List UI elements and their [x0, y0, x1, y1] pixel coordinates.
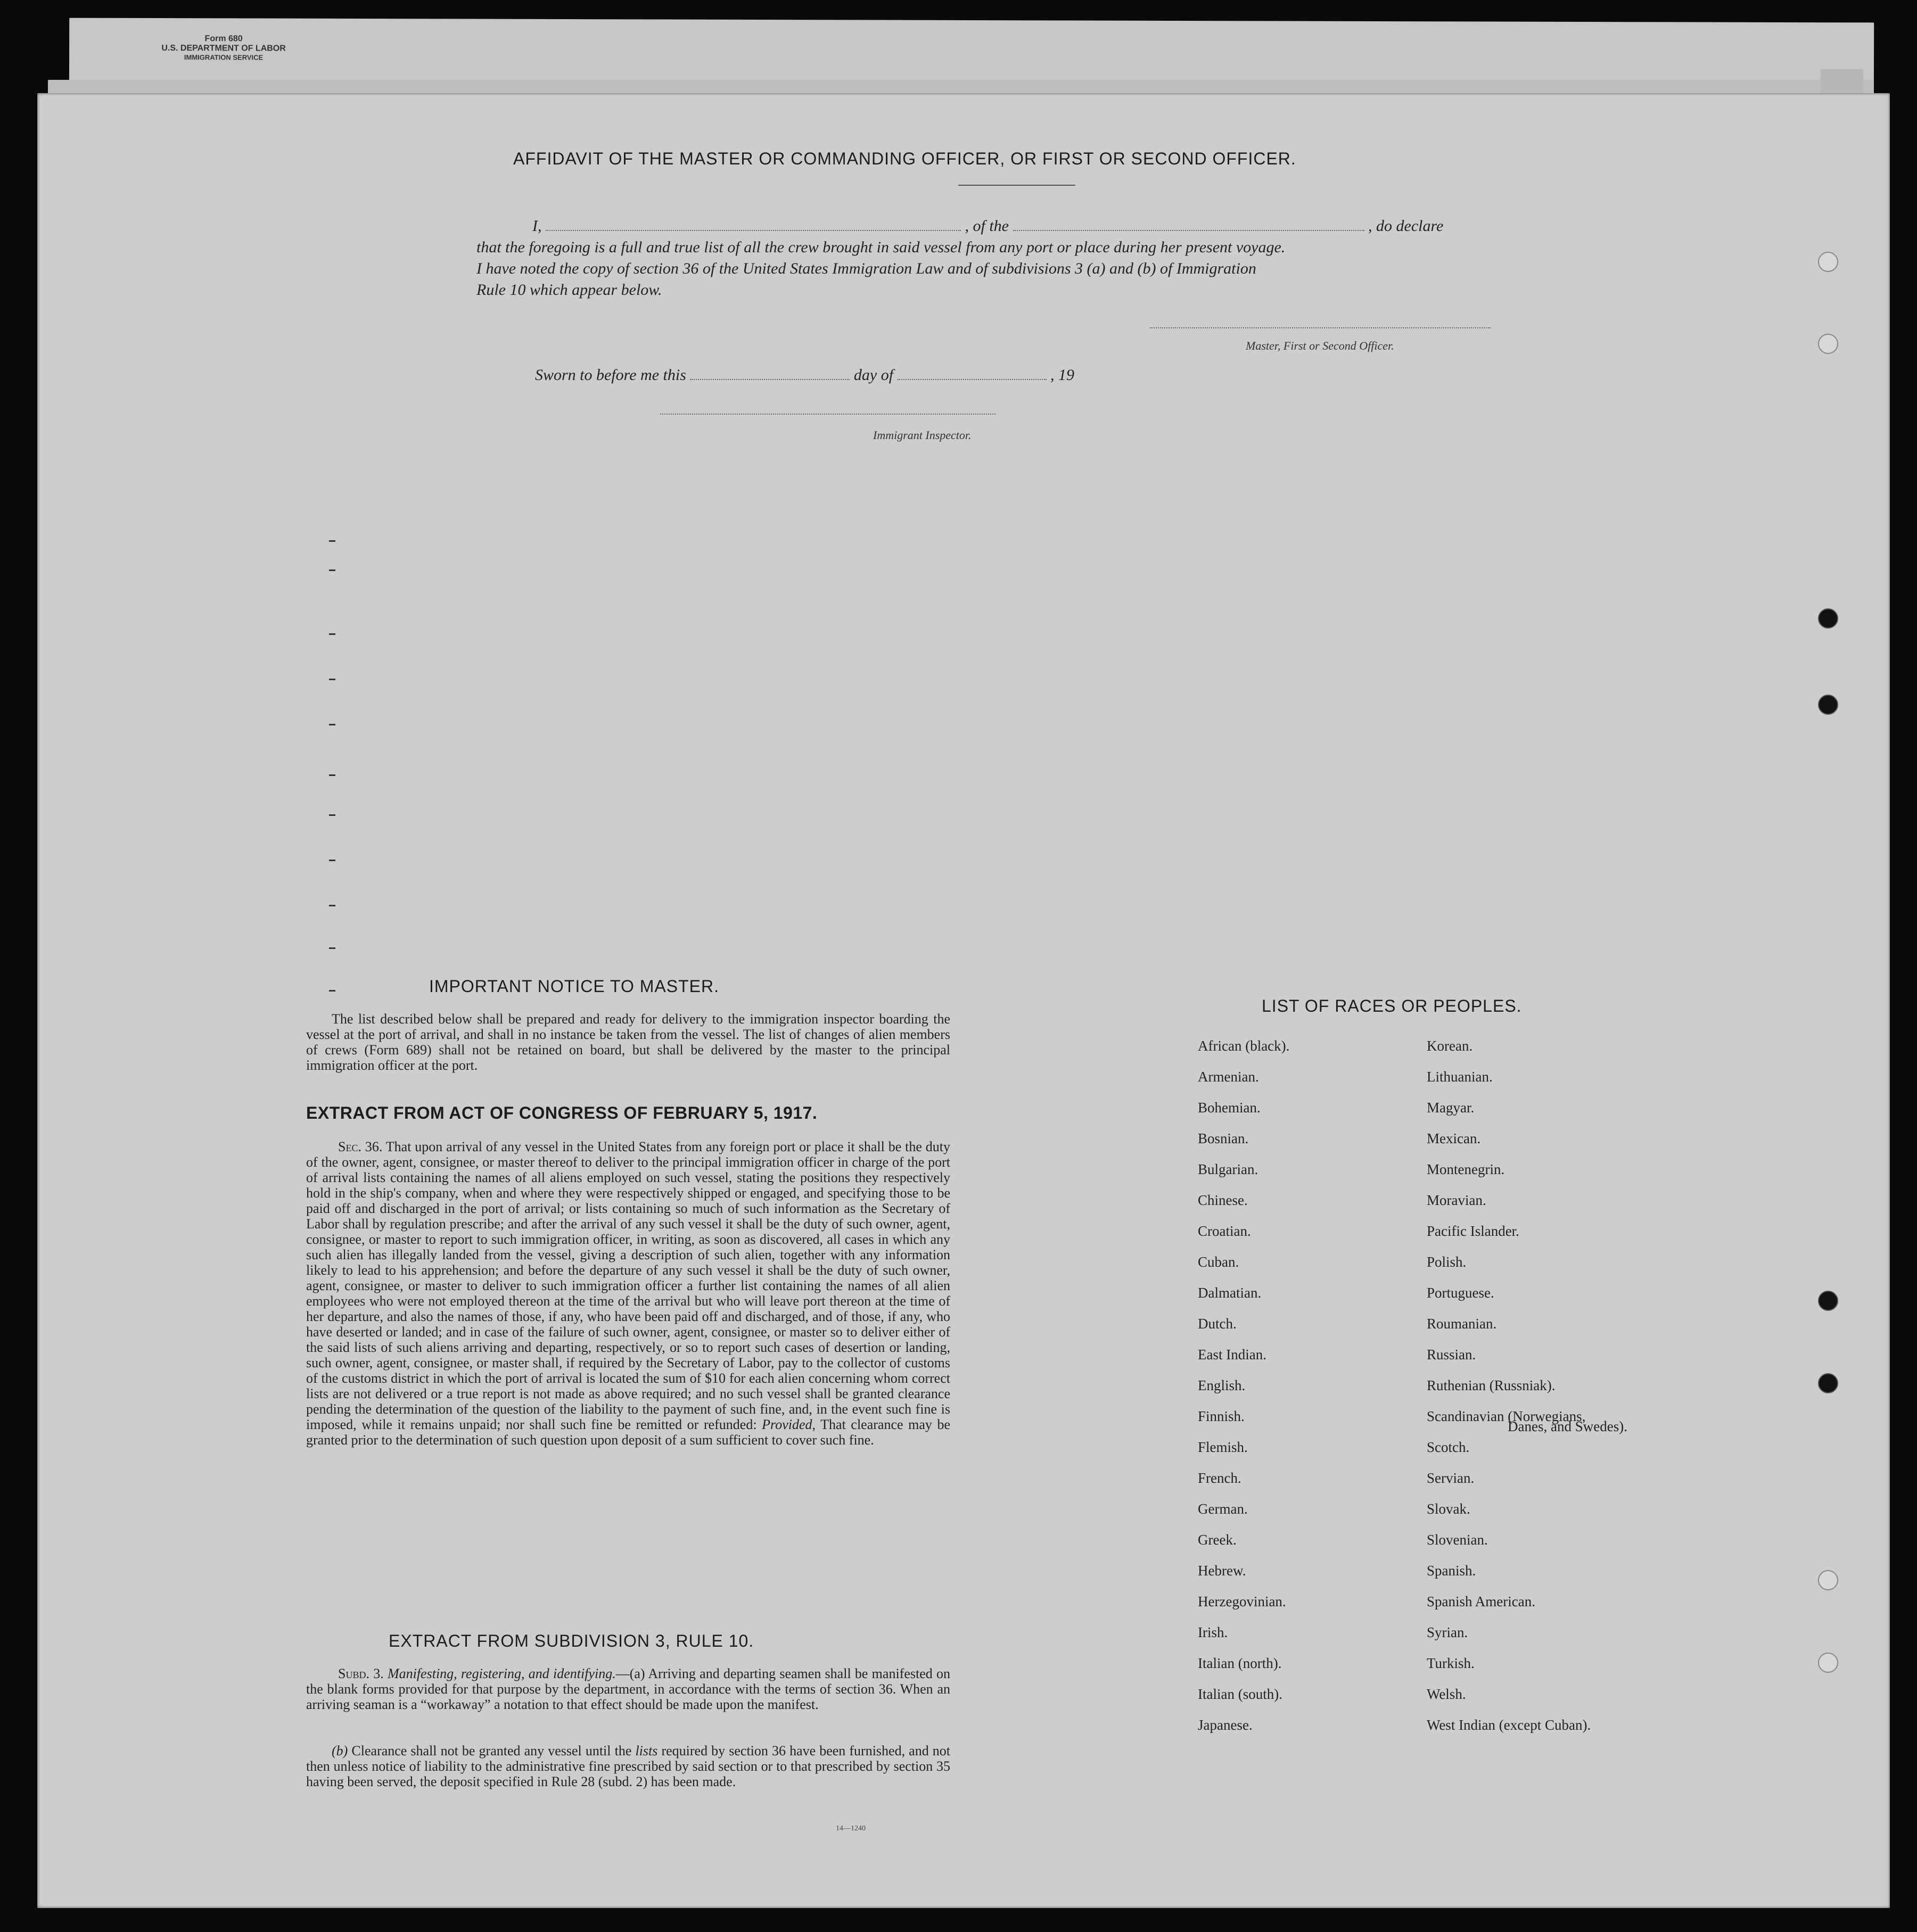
race-item: Herzegovinian. — [1198, 1594, 1286, 1609]
affidavit-line-2: that the foregoing is a full and true list of all the crew brought in said vessel from any port or place during her present voyage. — [476, 238, 1286, 256]
race-item: African (black). — [1198, 1038, 1290, 1054]
race-item: Armenian. — [1198, 1069, 1259, 1085]
day-blank[interactable] — [690, 366, 850, 380]
binder-hole — [1818, 695, 1838, 715]
race-item: Slovak. — [1427, 1501, 1470, 1517]
para-b-label: (b) — [332, 1743, 348, 1758]
form-department: U.S. DEPARTMENT OF LABOR — [161, 44, 286, 53]
race-item: Mexican. — [1427, 1130, 1481, 1146]
race-item: Portuguese. — [1427, 1285, 1494, 1301]
master-signature-label: Master, First or Second Officer. — [1246, 339, 1394, 352]
margin-mark — [329, 633, 335, 635]
para-b-lists: lists — [635, 1743, 658, 1758]
affidavit-title: AFFIDAVIT OF THE MASTER OR COMMANDING OFFICER, OR FIRST OR SECOND OFFICER. — [513, 149, 1296, 168]
sworn-day-of: day of — [853, 366, 894, 384]
sworn-line — [535, 365, 1074, 386]
margin-mark — [329, 774, 335, 776]
race-item: Bohemian. — [1198, 1100, 1261, 1116]
race-item: Dutch. — [1198, 1316, 1237, 1332]
margin-mark — [329, 540, 335, 542]
form-header — [144, 34, 303, 62]
form-service: IMMIGRATION SERVICE — [184, 53, 264, 62]
section-36-text: That upon arrival of any vessel in the United States from any foreign port or place it shall be the duty of the owner, agent, consignee, or master thereof to deliver to the principal immigration officer in charge of the port of arrival lists containing the names of all aliens employed on such vessel, stating the positions they respectively hold in the ship's company, when and where they were respectively shipped or engaged, and specifying those to be paid off and discharged in the port of arrival; or lists containing so much of such information as the Secretary of Labor shall by regulation prescribe; and after the arrival of any such vessel it shall be the duty of such owner, agent, consignee, or master to report to such immigration officer, in writing, as soon as discovered, all cases in which any such alien has illegally landed from the vessel, giving a description of such alien, together with any information likely to lead to his apprehension; and before the departure of any such vessel it shall be the duty of such owner, agent, consignee, or master to deliver to such immigration officer a further list containing the names of all alien employees who were not employed thereon at the time of the arrival but who will leave port thereon at the time of her departure, and also the names of those, if any, who have been paid off and discharged, and of those, if any, who have deserted or landed; and in case of the failure of such owner, agent, consignee, or master so to deliver either of the said lists of such aliens arriving and departing, respectively, or so to report such cases of desertion or landing, such owner, agent, consignee, or master shall, if required by the Secretary of Labor, pay to the collector of customs of the customs district in which the port of arrival is located the sum of $10 for each alien concerning whom correct lists are not delivered or a true report is not made as above required; and no such vessel shall be granted clearance pending the determination of the question of the liability to the payment of such fine, and, in the event such fine is imposed, while it remains unpaid; nor shall such fine be remitted or refunded: — [306, 1139, 951, 1432]
race-item: Ruthenian (Russniak). — [1427, 1377, 1556, 1393]
race-item: French. — [1198, 1470, 1241, 1486]
print-code: 14—1240 — [836, 1824, 866, 1832]
race-item: Bosnian. — [1198, 1130, 1249, 1146]
race-item: Syrian. — [1427, 1624, 1468, 1640]
notice-text: The list described below shall be prepared and ready for delivery to the immigration inspector boarding the vessel at the port of arrival, and shall in no instance be taken from the vessel. The list of changes of alien members of crews (Form 689) shall not be retained on board, but shall be delivered by the master to the principal immigration officer at the port. — [306, 1011, 950, 1073]
bleed-through — [346, 157, 352, 184]
race-item: Polish. — [1427, 1254, 1467, 1270]
sworn-prefix: Sworn to before me this — [535, 366, 686, 384]
subd-label: Subd. 3. — [338, 1666, 384, 1681]
race-item: Russian. — [1427, 1347, 1476, 1363]
margin-mark — [329, 814, 335, 816]
race-item: Welsh. — [1427, 1686, 1466, 1702]
binder-hole — [1818, 1653, 1838, 1673]
race-item: Bulgarian. — [1198, 1161, 1258, 1177]
race-item: Japanese. — [1198, 1717, 1253, 1733]
inspector-signature-line[interactable] — [660, 414, 995, 415]
race-item: English. — [1198, 1377, 1246, 1393]
race-item: East Indian. — [1198, 1347, 1266, 1363]
race-item: Greek. — [1198, 1532, 1237, 1548]
margin-mark — [329, 679, 335, 680]
notice-title: IMPORTANT NOTICE TO MASTER. — [429, 977, 719, 996]
binder-hole — [1818, 608, 1838, 629]
race-item: Turkish. — [1427, 1655, 1475, 1671]
subd-heading: Manifesting, registering, and identifying. — [387, 1666, 616, 1681]
act-extract-title: EXTRACT FROM ACT OF CONGRESS OF FEBRUARY 5, 1917. — [306, 1103, 818, 1122]
race-item: German. — [1198, 1501, 1248, 1517]
section-label: Sec. 36. — [338, 1139, 383, 1154]
race-item: Moravian. — [1427, 1192, 1486, 1208]
title-rule — [958, 185, 1075, 186]
race-item: Flemish. — [1198, 1439, 1248, 1455]
rule-extract-para-a — [306, 1666, 950, 1712]
race-item: Spanish American. — [1427, 1594, 1535, 1609]
master-signature-line[interactable] — [1150, 327, 1491, 328]
race-item: West Indian (except Cuban). — [1427, 1717, 1591, 1733]
race-item: Chinese. — [1198, 1192, 1248, 1208]
affidavit-line-4: Rule 10 which appear below. — [476, 281, 662, 299]
vessel-blank[interactable] — [1013, 217, 1364, 231]
race-item: Italian (south). — [1198, 1686, 1282, 1702]
document-page — [37, 93, 1890, 1908]
affidavit-i: I, — [532, 217, 542, 235]
race-item: Lithuanian. — [1427, 1069, 1493, 1085]
race-item: Magyar. — [1427, 1100, 1475, 1116]
name-blank[interactable] — [546, 217, 961, 231]
race-item: Croatian. — [1198, 1223, 1251, 1239]
race-item: Spanish. — [1427, 1563, 1476, 1579]
margin-mark — [329, 860, 335, 861]
race-item: Korean. — [1427, 1038, 1473, 1054]
race-item: Pacific Islander. — [1427, 1223, 1519, 1239]
affidavit-line-3: I have noted the copy of section 36 of the United States Immigration Law and of subdivisions 3 (a) and (b) of Immigration — [476, 260, 1256, 277]
race-item: Finnish. — [1198, 1408, 1245, 1424]
inspector-label: Immigrant Inspector. — [873, 428, 972, 442]
form-number: Form 680 — [204, 34, 243, 44]
race-item: Italian (north). — [1198, 1655, 1282, 1671]
affidavit-line-1 — [532, 216, 1443, 237]
rule-extract-para-b — [306, 1743, 950, 1789]
month-blank[interactable] — [898, 366, 1047, 380]
binder-hole — [1818, 1570, 1838, 1590]
race-item: Cuban. — [1198, 1254, 1239, 1270]
binder-hole — [1818, 252, 1838, 272]
race-item: Hebrew. — [1198, 1563, 1246, 1579]
affidavit-of-the: , of the — [965, 217, 1009, 235]
para-b-text-1: Clearance shall not be granted any vessel until the — [351, 1743, 632, 1758]
race-item: Servian. — [1427, 1470, 1475, 1486]
affidavit-declare: , do declare — [1368, 217, 1444, 235]
proviso-text: That clearance may be granted prior to the determination of such question upon deposit of a sum sufficient to cover such fine. — [306, 1417, 951, 1448]
race-item: Scandinavian (Norwegians, — [1427, 1408, 1586, 1424]
binder-hole — [1818, 334, 1838, 354]
proviso-word: Provided, — [762, 1417, 816, 1432]
margin-mark — [329, 947, 335, 949]
race-item: Roumanian. — [1427, 1316, 1497, 1332]
race-scandinavian-cont: Danes, and Swedes). — [1508, 1418, 1627, 1434]
rule-extract-title: EXTRACT FROM SUBDIVISION 3, RULE 10. — [389, 1631, 754, 1650]
binder-hole — [1818, 1373, 1838, 1393]
margin-mark — [329, 905, 335, 906]
margin-mark — [329, 724, 335, 725]
race-item: Dalmatian. — [1198, 1285, 1262, 1301]
race-item: Scotch. — [1427, 1439, 1470, 1455]
margin-mark — [329, 990, 335, 992]
race-item: Montenegrin. — [1427, 1161, 1505, 1177]
races-title: LIST OF RACES OR PEOPLES. — [1262, 996, 1522, 1015]
para-a-text: —(a) Arriving and departing seamen shall be manifested on the blank forms provided for that purpose by the department, in accordance with the terms of section 36. When an arriving seaman is a “workaway” a notation to that effect should be made upon the manifest. — [306, 1666, 950, 1712]
race-item: Slovenian. — [1427, 1532, 1488, 1548]
binder-hole — [1818, 1291, 1838, 1311]
race-item: Irish. — [1198, 1624, 1228, 1640]
para-b-text-2: required by section 36 have been furnished, and not then unless notice of liability to the administrative fine prescribed by said section or to that prescribed by section 35 having been served, the deposit specified in Rule 28 (subd. 2) has been made. — [306, 1743, 951, 1789]
margin-mark — [329, 569, 335, 571]
act-extract-text — [306, 1139, 950, 1448]
sworn-year: , 19 — [1050, 366, 1075, 384]
